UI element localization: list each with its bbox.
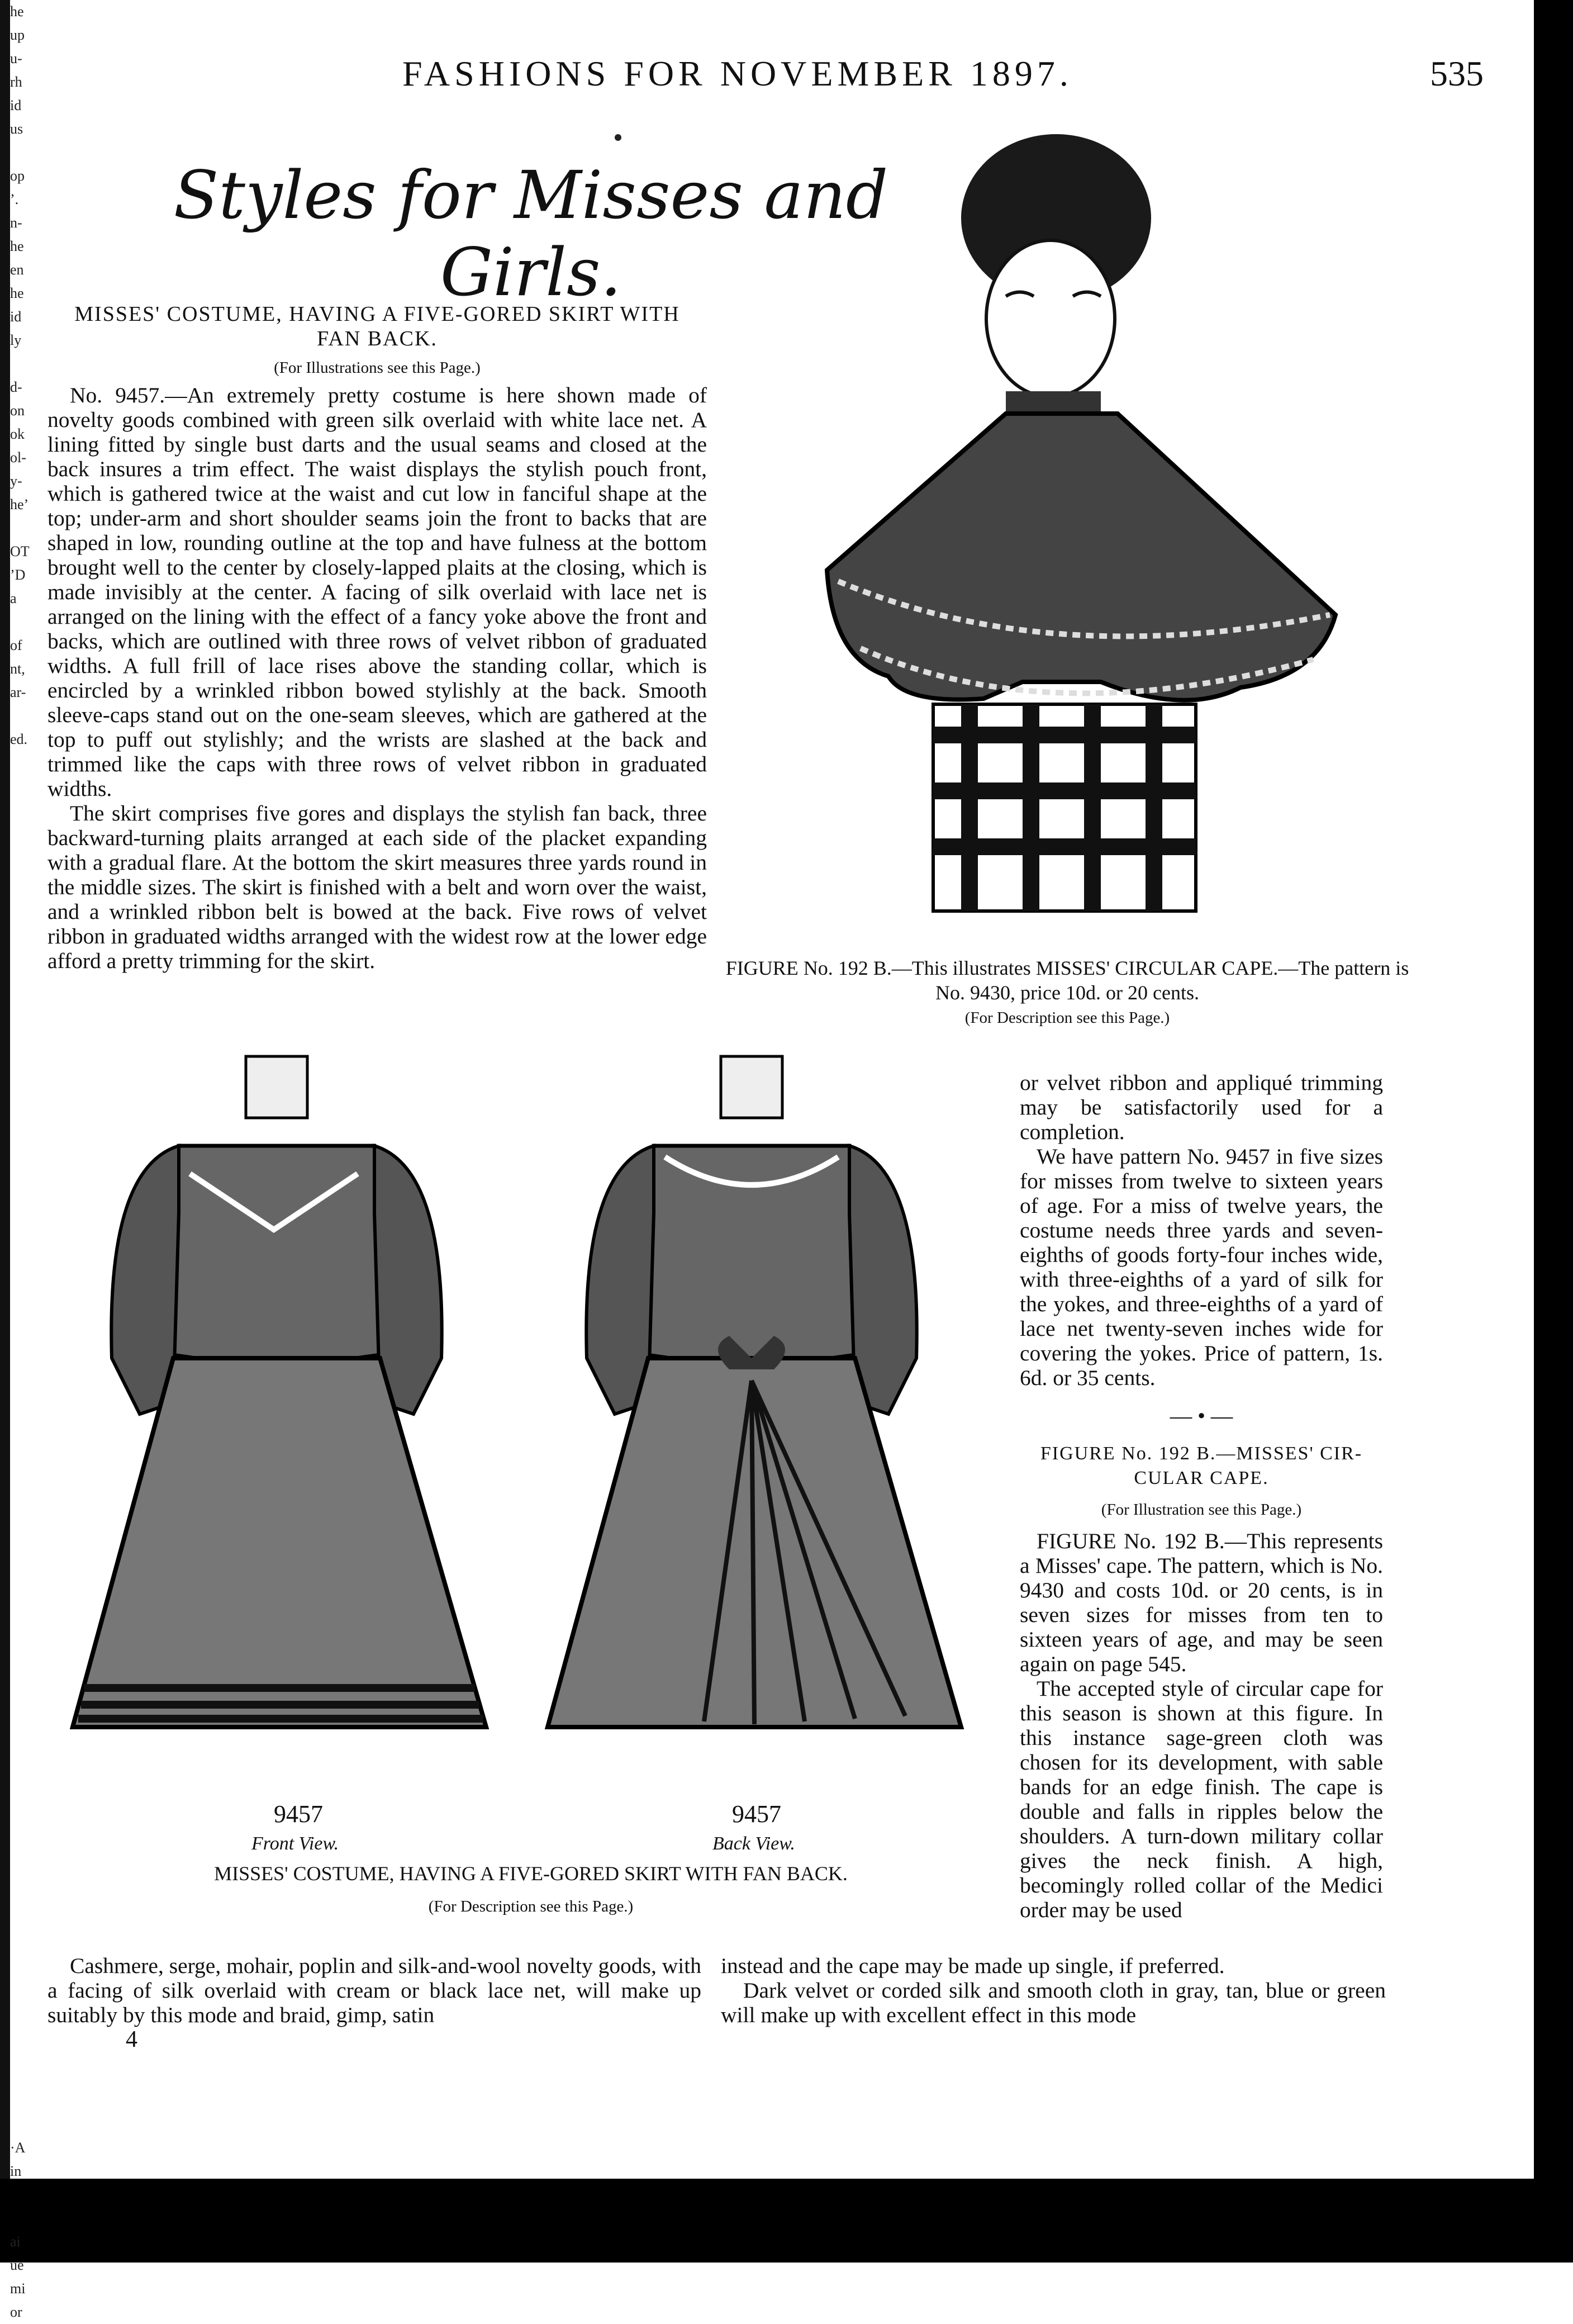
- gutter-fragment: [10, 1479, 45, 1502]
- gutter-fragment: [10, 939, 45, 962]
- gutter-fragment: of: [10, 637, 22, 653]
- costume-text-continuation: [47, 1953, 701, 2027]
- gutter-fragment: [10, 1901, 45, 1925]
- gutter-fragment: [10, 1948, 45, 1972]
- gutter-fragment: ly: [10, 332, 22, 348]
- gutter-fragment: ol-: [10, 449, 26, 466]
- article-see-note: (For Illustrations see this Page.): [274, 359, 481, 377]
- gutter-fragment: [10, 1362, 45, 1385]
- cape-illustration: [760, 112, 1397, 928]
- cape-materials-paragraph: Dark velvet or corded silk and smooth cloth in gray, tan, blue or green will make up with excellent effect in this mode: [721, 1978, 1386, 2027]
- right-column: [1020, 1070, 1383, 1922]
- gutter-fragment: [10, 1737, 45, 1761]
- gutter-fragment: [10, 610, 45, 634]
- gutter-fragment: [10, 516, 45, 540]
- gutter-fragment: [10, 1150, 45, 1174]
- article-paragraph: The skirt comprises five gores and displays the stylish fan back, three backward-turning plaits arranged at each side of the placket expanding with a gradual flare. At the bottom the skirt measures three yards round in the middle sizes. The skirt is finished with a belt and worn over the waist, and a wrinkled ribbon belt is bowed at the back. Five rows of velvet ribbon in graduated widths arranged with the widest row at the lower edge afford a pretty trimming for the skirt.: [47, 801, 707, 973]
- page-title: Styles for Misses and Girls.: [173, 156, 888, 311]
- running-title: FASHIONS FOR NOVEMBER 1897.: [402, 54, 1073, 93]
- gutter-fragment: [10, 1268, 45, 1291]
- gutter-fragment: ok: [10, 426, 25, 442]
- gutter-fragment: [10, 1009, 45, 1033]
- gutter-fragment: he: [10, 3, 24, 20]
- article-heading-line2: FAN BACK.: [317, 327, 438, 350]
- gutter-fragment: [10, 1667, 45, 1690]
- ornament-dot: [615, 134, 621, 141]
- cape-paragraph-end: instead and the cape may be made up single, if preferred.: [721, 1953, 1225, 1978]
- front-view-label: Front View.: [251, 1833, 339, 1854]
- gutter-fragment: [10, 1338, 45, 1362]
- gutter-fragment: nt,: [10, 661, 25, 677]
- gutter-fragment: ed.: [10, 731, 28, 747]
- gutter-fragment: y-: [10, 473, 22, 489]
- gutter-fragment: [10, 1972, 45, 1995]
- gutter-fragment: id: [10, 309, 22, 325]
- gutter-fragment: [10, 2207, 45, 2230]
- gutter-fragment: [10, 2089, 45, 2113]
- back-view-number: 9457: [732, 1800, 781, 1828]
- gutter-fragment: a: [10, 590, 17, 606]
- gutter-fragment: [10, 1244, 45, 1268]
- gutter-fragment: [10, 1995, 45, 2019]
- cape-see-note: (For Illustration see this Page.): [1101, 1501, 1302, 1519]
- gutter-fragment: [10, 962, 45, 986]
- gutter-fragment: [10, 1033, 45, 1056]
- gutter-fragment: ’D: [10, 567, 26, 583]
- gutter-fragment: en: [10, 262, 24, 278]
- gutter-fragment: he: [10, 285, 24, 301]
- gutter-fragment: ue: [10, 2257, 24, 2273]
- cape-figure-see-note: (For Description see this Page.): [964, 1009, 1170, 1027]
- gutter-fragment: [10, 352, 45, 376]
- gutter-fragment: [10, 1714, 45, 1737]
- gutter-fragment: [10, 1455, 45, 1479]
- gutter-fragment: he: [10, 238, 24, 254]
- back-view-label: Back View.: [712, 1833, 795, 1854]
- gutter-fragment: n-: [10, 215, 22, 231]
- gutter-fragment: [10, 1690, 45, 1714]
- gutter-fragment: [10, 845, 45, 869]
- gutter-fragment: [10, 1408, 45, 1432]
- gutter-fragment: up: [10, 27, 25, 43]
- gutter-fragment: rh: [10, 74, 22, 90]
- gutter-fragment: [10, 1174, 45, 1197]
- signature-mark: 4: [126, 2027, 137, 2052]
- gutter-fragment: he’: [10, 496, 29, 513]
- gutter-fragment: [10, 2113, 45, 2136]
- costume-article: [47, 302, 707, 973]
- costume-figure-caption: MISSES' COSTUME, HAVING A FIVE-GORED SKIRT WITH FAN BACK.: [214, 1862, 848, 1885]
- back-view-dress: [548, 1056, 961, 1727]
- gutter-fragment: d-: [10, 379, 22, 395]
- cape-paragraph: The accepted style of circular cape for this season is shown at this figure. In this instance sage-green cloth was chosen for its development, with sable bands for an edge finish. The cape is double and falls in ripples below the shoulders. A turn-down military collar gives the neck finish. A high, becomingly rolled collar of the Medici order may be used: [1020, 1676, 1383, 1922]
- front-view-number: 9457: [274, 1800, 323, 1828]
- gutter-fragment: OT: [10, 543, 30, 559]
- gutter-fragment: [10, 892, 45, 916]
- cape-heading-line1: FIGURE No. 192 B.—MISSES' CIR-: [1040, 1443, 1363, 1464]
- pattern-info: We have pattern No. 9457 in five sizes for misses from twelve to sixteen years of age. For a miss of twelve years, the costume needs three yards and seven-eighths of goods forty-four inches wide, with three-eighths of a yard of silk for the yokes, and three-eighths of a yard of lace net twenty-seven inches wide for covering the yokes. Price of pattern, 1s. 6d. or 35 cents.: [1020, 1144, 1383, 1390]
- gutter-fragment: [10, 1596, 45, 1620]
- gutter-fragment: [10, 1127, 45, 1150]
- gutter-fragment: on: [10, 402, 25, 419]
- gutter-fragment: [10, 1925, 45, 1948]
- gutter-fragment: [10, 798, 45, 822]
- gutter-fragment: ai: [10, 2233, 21, 2250]
- gutter-fragment: [10, 1315, 45, 1338]
- scan-edge-bottom: [0, 2179, 1573, 2263]
- gutter-fragment: [10, 916, 45, 939]
- gutter-fragment: in: [10, 2163, 22, 2179]
- gutter-fragment: mi: [10, 2280, 26, 2297]
- gutter-fragment: [10, 704, 45, 728]
- section-divider: — • —: [1170, 1403, 1233, 1428]
- front-view-dress: [73, 1056, 486, 1727]
- gutter-fragment: [10, 1103, 45, 1127]
- facing-page-gutter: [10, 0, 45, 2320]
- page-number: 535: [1430, 54, 1484, 93]
- gutter-fragment: [10, 751, 45, 775]
- gutter-fragment: ar-: [10, 684, 26, 700]
- gutter-fragment: [10, 141, 45, 164]
- gutter-fragment: u-: [10, 50, 22, 67]
- gutter-fragment: [10, 822, 45, 845]
- cape-heading-line2: CULAR CAPE.: [1134, 1468, 1269, 1488]
- scan-edge-left: [0, 0, 10, 2263]
- gutter-fragment: [10, 1549, 45, 1573]
- gutter-fragment: [10, 2042, 45, 2066]
- gutter-fragment: [10, 1855, 45, 1878]
- cape-text-continuation: [721, 1953, 1386, 2027]
- gutter-fragment: [10, 1526, 45, 1549]
- gutter-fragment: [10, 1831, 45, 1855]
- costume-figures-drawing: [61, 1045, 1023, 1794]
- materials-paragraph: Cashmere, serge, mohair, poplin and silk-and-wool novelty goods, with a facing of silk overlaid with cream or black lace net, will make up suitably by this mode and braid, gimp, satin: [47, 1953, 701, 2027]
- gutter-fragment: [10, 1080, 45, 1103]
- gutter-fragment: [10, 1502, 45, 1526]
- gutter-fragment: [10, 986, 45, 1009]
- gutter-fragment: [10, 2183, 45, 2207]
- gutter-fragment: [10, 1761, 45, 1784]
- costume-figure-see-note: (For Description see this Page.): [428, 1898, 634, 1915]
- gutter-fragment: [10, 1221, 45, 1244]
- article-body: [47, 383, 707, 973]
- cape-figure-caption: FIGURE No. 192 B.—This illustrates MISSES' CIRCULAR CAPE.—The pattern is No. 9430, price 10d. or 20 cents.: [725, 957, 1409, 1004]
- costume-illustrations: [61, 1045, 1023, 1794]
- gutter-fragment: [10, 1620, 45, 1643]
- gutter-fragment: [10, 1056, 45, 1080]
- gutter-fragment: [10, 2019, 45, 2042]
- gutter-fragment: [10, 1385, 45, 1408]
- gutter-fragment: or: [10, 2304, 22, 2320]
- gutter-fragment: [10, 2066, 45, 2089]
- gutter-fragment: ·A: [10, 2140, 26, 2156]
- gutter-fragment: [10, 1432, 45, 1455]
- costume-text-continued: or velvet ribbon and appliqué trimming may be satisfactorily used for a completion.: [1020, 1070, 1383, 1144]
- gutter-fragment: [10, 1808, 45, 1831]
- scan-edge-right: [1534, 0, 1573, 2263]
- gutter-fragment: [10, 1784, 45, 1808]
- cape-figure-drawing: [760, 112, 1397, 928]
- gutter-fragment: us: [10, 121, 23, 137]
- gutter-fragment: [10, 1643, 45, 1667]
- gutter-fragment: op: [10, 168, 25, 184]
- gutter-fragment: [10, 1573, 45, 1596]
- gutter-fragment: ’.: [10, 191, 19, 207]
- gutter-fragment: [10, 869, 45, 892]
- article-heading-line1: MISSES' COSTUME, HAVING A FIVE-GORED SKIRT WITH: [74, 302, 680, 326]
- gutter-fragment: [10, 1878, 45, 1901]
- gutter-fragment: [10, 1291, 45, 1315]
- cape-paragraph: FIGURE No. 192 B.—This represents a Misses' cape. The pattern, which is No. 9430 and costs 10d. or 20 cents, is in seven sizes for misses from ten to sixteen years of age, and may be seen again on page 545.: [1020, 1529, 1383, 1676]
- article-paragraph: No. 9457.—An extremely pretty costume is here shown made of novelty goods combined with green silk overlaid with white lace net. A lining fitted by single bust darts and the usual seams and closed at the back insures a trim effect. The waist displays the stylish pouch front, which is gathered twice at the waist and cut low in fanciful shape at the top; under-arm and short shoulder seams join the front to backs that are shaped in low, rounding outline at the top and have fulness at the bottom brought well to the center by closely-lapped plaits at the closing, which is made invisibly at the center. A facing of silk overlaid with lace net is arranged on the lining with the effect of a fancy yoke above the front and backs, which are outlined with three rows of velvet ribbon of graduated widths. A full frill of lace rises above the standing collar, which is encircled by a wrinkled ribbon bowed stylishly at the back. Smooth sleeve-caps stand out on the one-seam sleeves, which are gathered at the top to puff out stylishly; and the wrists are slashed at the back and trimmed like the caps with three rows of velvet ribbon in graduated widths.: [47, 383, 707, 801]
- gutter-fragment: id: [10, 97, 22, 113]
- gutter-fragment: [10, 1197, 45, 1221]
- gutter-fragment: [10, 775, 45, 798]
